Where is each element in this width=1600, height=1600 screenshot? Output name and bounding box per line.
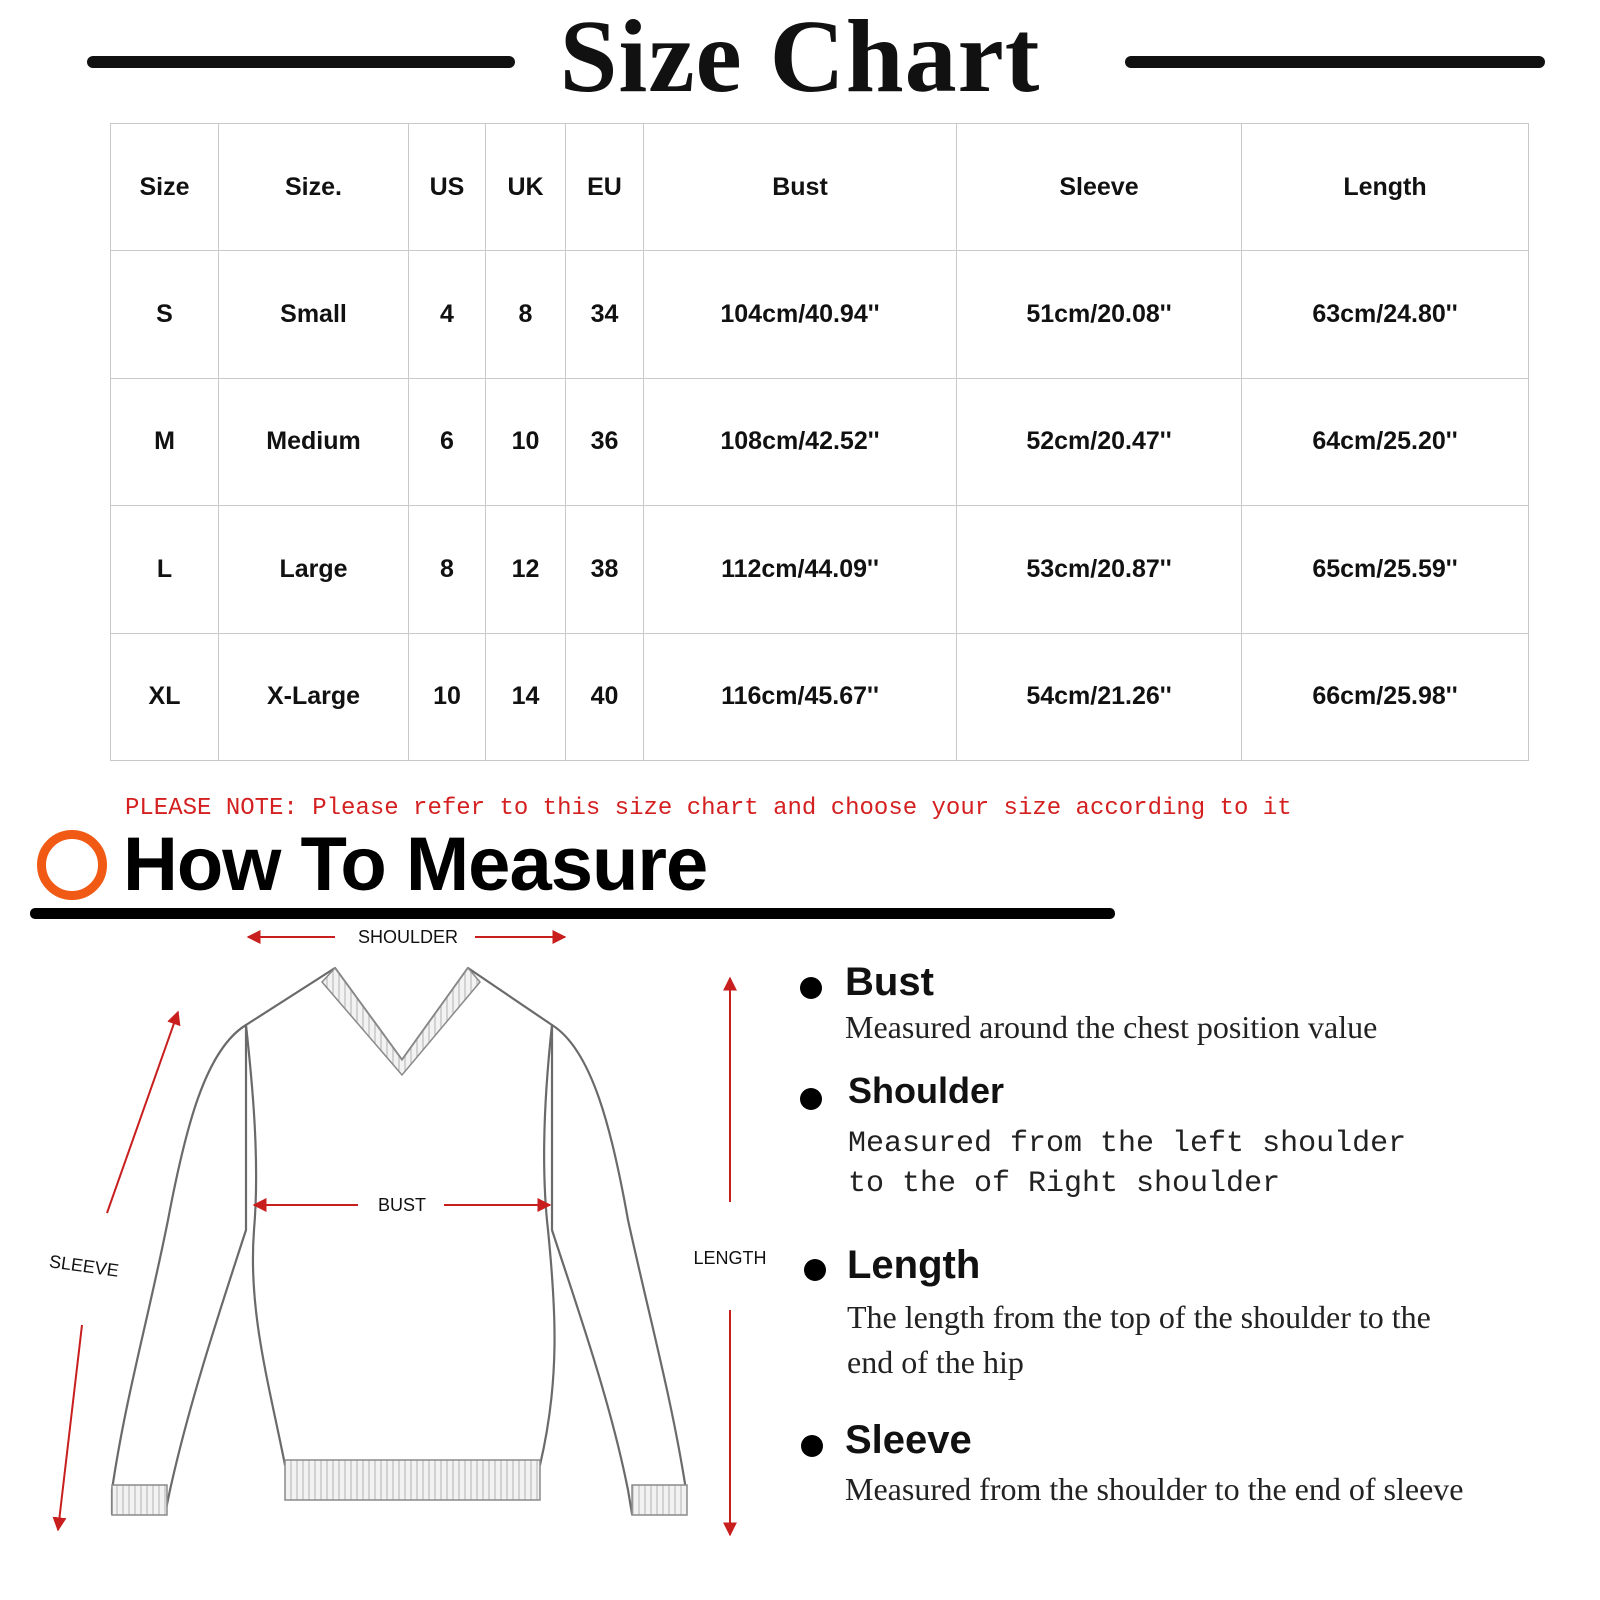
table-row	[111, 633, 1529, 761]
sweater-cuff-left	[112, 1485, 167, 1515]
page-title: Size Chart	[559, 0, 1041, 114]
ring-icon	[37, 830, 107, 900]
table-cell: M	[111, 378, 219, 506]
sleeve-description: Measured from the shoulder to the end of sleeve	[845, 1471, 1464, 1507]
column-header: Size	[111, 124, 219, 251]
table-cell: 14	[486, 633, 566, 761]
table-cell: 4	[409, 251, 486, 379]
length-heading: Length	[847, 1243, 981, 1287]
how-to-measure-title: How To Measure	[123, 822, 708, 907]
table-cell: 63cm/24.80''	[1242, 251, 1529, 379]
table-cell: 52cm/20.47''	[957, 378, 1242, 506]
table-header-row	[111, 124, 1529, 251]
sweater-cuff-right	[632, 1485, 687, 1515]
section-underline	[30, 908, 1115, 919]
table-cell: 34	[566, 251, 644, 379]
size-table	[110, 123, 1529, 761]
sleeve-arrow-bottom	[58, 1325, 82, 1530]
sweater-hem	[285, 1460, 540, 1500]
column-header: Length	[1242, 124, 1529, 251]
table-cell: X-Large	[219, 633, 409, 761]
sweater-diagram	[0, 930, 780, 1570]
table-cell: S	[111, 251, 219, 379]
table-cell: L	[111, 506, 219, 634]
sweater-outline	[112, 968, 686, 1514]
bullet-icon	[801, 1435, 823, 1457]
table-cell: Large	[219, 506, 409, 634]
table-cell: Medium	[219, 378, 409, 506]
bullet-icon	[804, 1259, 826, 1281]
table-cell: 53cm/20.87''	[957, 506, 1242, 634]
table-cell: 6	[409, 378, 486, 506]
table-cell: 66cm/25.98''	[1242, 633, 1529, 761]
table-cell: 54cm/21.26''	[957, 633, 1242, 761]
table-cell: 40	[566, 633, 644, 761]
table-row	[111, 506, 1529, 634]
bullet-icon	[800, 1088, 822, 1110]
column-header: Bust	[644, 124, 957, 251]
column-header: US	[409, 124, 486, 251]
table-cell: 51cm/20.08''	[957, 251, 1242, 379]
size-note: PLEASE NOTE: Please refer to this size chart and choose your size according to it	[125, 795, 1292, 822]
column-header: EU	[566, 124, 644, 251]
table-cell: 38	[566, 506, 644, 634]
shoulder-description: Measured from the left shoulder to the of Right shoulder	[848, 1127, 1407, 1201]
sleeve-heading: Sleeve	[845, 1418, 972, 1462]
table-cell: 65cm/25.59''	[1242, 506, 1529, 634]
table-cell: 8	[486, 251, 566, 379]
column-header: Size.	[219, 124, 409, 251]
table-cell: 112cm/44.09''	[644, 506, 957, 634]
sleeve-arrow-top	[107, 1012, 178, 1213]
table-cell: 36	[566, 378, 644, 506]
column-header: UK	[486, 124, 566, 251]
table-cell: 8	[409, 506, 486, 634]
bullet-icon	[800, 977, 822, 999]
table-row	[111, 378, 1529, 506]
table-cell: 108cm/42.52''	[644, 378, 957, 506]
table-row	[111, 251, 1529, 379]
table-cell: 12	[486, 506, 566, 634]
bust-label: BUST	[377, 1195, 427, 1215]
shoulder-heading: Shoulder	[848, 1070, 1005, 1111]
sleeve-label: SLEEVE	[47, 1251, 121, 1281]
table-cell: 64cm/25.20''	[1242, 378, 1529, 506]
length-label: LENGTH	[693, 1248, 767, 1268]
table-cell: 10	[409, 633, 486, 761]
length-description: The length from the top of the shoulder to the end of the hip	[847, 1299, 1431, 1380]
column-header: Sleeve	[957, 124, 1242, 251]
bust-description: Measured around the chest position value	[845, 1009, 1378, 1045]
table-cell: 116cm/45.67''	[644, 633, 957, 761]
table-cell: XL	[111, 633, 219, 761]
bust-heading: Bust	[845, 960, 934, 1004]
table-cell: 10	[486, 378, 566, 506]
table-cell: 104cm/40.94''	[644, 251, 957, 379]
shoulder-label: SHOULDER	[357, 930, 459, 947]
table-cell: Small	[219, 251, 409, 379]
